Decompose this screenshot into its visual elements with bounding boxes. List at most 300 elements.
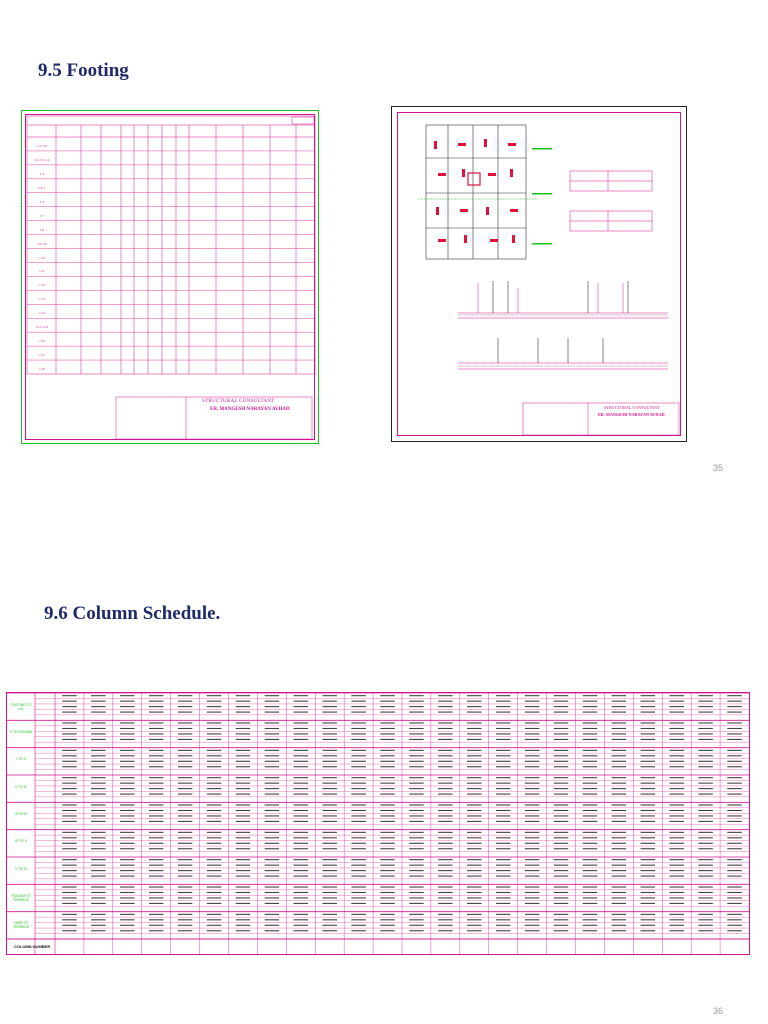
schedule-cell-mark [641, 783, 655, 784]
schedule-cell-mark [91, 859, 105, 860]
schedule-cell-mark [612, 903, 626, 904]
schedule-cell-mark [322, 930, 336, 931]
schedule-cell-mark [236, 794, 250, 795]
schedule-cell-mark [409, 876, 423, 877]
schedule-cell-mark [727, 821, 741, 822]
schedule-cell-mark [120, 886, 134, 887]
schedule-cell-mark [525, 722, 539, 723]
schedule-cell-mark [409, 821, 423, 822]
schedule-cell-mark [438, 761, 452, 762]
schedule-cell-mark [120, 728, 134, 729]
schedule-cell-mark [265, 848, 279, 849]
schedule-cell-mark [294, 755, 308, 756]
schedule-cell-mark [294, 728, 308, 729]
schedule-cell-mark [612, 777, 626, 778]
schedule-cell-mark [698, 728, 712, 729]
schedule-cell-mark [525, 777, 539, 778]
schedule-cell-mark [265, 695, 279, 696]
schedule-cell-mark [207, 821, 221, 822]
schedule-row-group-label: III TO IV [14, 812, 28, 816]
schedule-cell-mark [612, 739, 626, 740]
schedule-cell-mark [149, 876, 163, 877]
schedule-cell-mark [698, 870, 712, 871]
schedule-cell-mark [91, 777, 105, 778]
schedule-cell-mark [265, 794, 279, 795]
schedule-cell-mark [294, 837, 308, 838]
schedule-cell-mark [525, 843, 539, 844]
schedule-cell-mark [149, 843, 163, 844]
schedule-cell-mark [265, 832, 279, 833]
schedule-cell-mark [62, 695, 76, 696]
schedule-cell-mark [525, 788, 539, 789]
schedule-cell-mark [669, 886, 683, 887]
schedule-cell-mark [322, 810, 336, 811]
schedule-cell-mark [380, 794, 394, 795]
schedule-cell-mark [62, 804, 76, 805]
schedule-cell-mark [265, 859, 279, 860]
schedule-cell-mark [669, 706, 683, 707]
schedule-cell-mark [727, 870, 741, 871]
schedule-cell-mark [149, 712, 163, 713]
schedule-cell-mark [409, 914, 423, 915]
schedule-cell-mark [149, 821, 163, 822]
schedule-cell-mark [525, 755, 539, 756]
schedule-cell-mark [294, 925, 308, 926]
schedule-cell-mark [669, 722, 683, 723]
schedule-cell-mark [62, 848, 76, 849]
schedule-cell-mark [178, 761, 192, 762]
schedule-cell-mark [409, 695, 423, 696]
schedule-cell-mark [467, 755, 481, 756]
schedule-cell-mark [496, 859, 510, 860]
schedule-cell-mark [236, 919, 250, 920]
schedule-cell-mark [120, 815, 134, 816]
schedule-cell-mark [178, 876, 192, 877]
schedule-cell-mark [409, 761, 423, 762]
schedule-cell-mark [496, 706, 510, 707]
schedule-cell-mark [641, 897, 655, 898]
schedule-cell-mark [698, 804, 712, 805]
schedule-cell-mark [525, 766, 539, 767]
schedule-cell-mark [669, 821, 683, 822]
schedule-cell-mark [554, 788, 568, 789]
schedule-cell-mark [496, 722, 510, 723]
schedule-cell-mark [698, 832, 712, 833]
schedule-cell-mark [62, 739, 76, 740]
footing-engineer: ER. MANGESH NARAYAN AVHAD [210, 407, 290, 412]
schedule-cell-mark [583, 739, 597, 740]
schedule-cell-mark [669, 777, 683, 778]
schedule-cell-mark [612, 892, 626, 893]
schedule-cell-mark [120, 876, 134, 877]
schedule-cell-mark [669, 892, 683, 893]
schedule-cell-mark [669, 794, 683, 795]
schedule-cell-mark [583, 695, 597, 696]
schedule-cell-mark [294, 794, 308, 795]
schedule-cell-mark [322, 766, 336, 767]
schedule-cell-mark [583, 837, 597, 838]
schedule-cell-mark [438, 832, 452, 833]
schedule-cell-mark [62, 859, 76, 860]
footing-row-label: C7 [40, 213, 44, 218]
schedule-cell-mark [149, 755, 163, 756]
schedule-cell-mark [149, 848, 163, 849]
schedule-cell-mark [669, 728, 683, 729]
schedule-cell-mark [294, 739, 308, 740]
schedule-row-group-label: IV TO V [15, 839, 27, 844]
schedule-cell-mark [149, 706, 163, 707]
schedule-cell-mark [583, 728, 597, 729]
schedule-cell-mark [727, 733, 741, 734]
schedule-cell-mark [380, 903, 394, 904]
schedule-cell-mark [467, 712, 481, 713]
schedule-cell-mark [207, 777, 221, 778]
footing-row-label: C16 [39, 339, 45, 344]
schedule-cell-mark [409, 925, 423, 926]
schedule-cell-mark [322, 892, 336, 893]
footing-row-label: C1, C6 [37, 143, 47, 148]
schedule-cell-mark [554, 706, 568, 707]
schedule-cell-mark [351, 695, 365, 696]
schedule-cell-mark [120, 722, 134, 723]
schedule-cell-mark [380, 739, 394, 740]
schedule-cell-mark [322, 865, 336, 866]
schedule-cell-mark [380, 706, 394, 707]
schedule-cell-mark [149, 701, 163, 702]
schedule-cell-mark [583, 930, 597, 931]
schedule-cell-mark [612, 810, 626, 811]
schedule-cell-mark [380, 848, 394, 849]
footing-row-label: C4 [40, 199, 44, 204]
schedule-cell-mark [727, 897, 741, 898]
schedule-cell-mark [294, 886, 308, 887]
schedule-cell-mark [727, 788, 741, 789]
schedule-cell-mark [496, 761, 510, 762]
schedule-cell-mark [727, 843, 741, 844]
schedule-cell-mark [322, 739, 336, 740]
schedule-cell-mark [380, 886, 394, 887]
schedule-cell-mark [380, 837, 394, 838]
schedule-cell-mark [149, 794, 163, 795]
schedule-cell-mark [409, 859, 423, 860]
schedule-cell-mark [149, 750, 163, 751]
schedule-cell-mark [554, 876, 568, 877]
schedule-cell-mark [207, 783, 221, 784]
schedule-cell-mark [698, 761, 712, 762]
schedule-row-group-label: TERR TO TERRACE [12, 921, 30, 930]
schedule-cell-mark [409, 766, 423, 767]
schedule-cell-mark [380, 722, 394, 723]
schedule-cell-mark [322, 712, 336, 713]
schedule-cell-mark [554, 837, 568, 838]
schedule-cell-mark [612, 859, 626, 860]
schedule-cell-mark [380, 766, 394, 767]
schedule-cell-mark [120, 848, 134, 849]
schedule-cell-mark [612, 848, 626, 849]
schedule-cell-mark [554, 695, 568, 696]
schedule-cell-mark [120, 788, 134, 789]
schedule-cell-mark [641, 865, 655, 866]
schedule-cell-mark [669, 755, 683, 756]
schedule-cell-mark [120, 832, 134, 833]
schedule-cell-mark [178, 837, 192, 838]
schedule-cell-mark [351, 865, 365, 866]
schedule-cell-mark [236, 712, 250, 713]
schedule-cell-mark [120, 903, 134, 904]
schedule-cell-mark [322, 832, 336, 833]
schedule-cell-mark [236, 777, 250, 778]
schedule-cell-mark [236, 750, 250, 751]
column-number-label: COLUMN NUMBER [14, 944, 51, 949]
schedule-cell-mark [409, 930, 423, 931]
schedule-cell-mark [322, 695, 336, 696]
schedule-cell-mark [294, 706, 308, 707]
schedule-cell-mark [467, 870, 481, 871]
schedule-cell-mark [525, 728, 539, 729]
schedule-cell-mark [669, 739, 683, 740]
schedule-cell-mark [438, 865, 452, 866]
schedule-cell-mark [554, 925, 568, 926]
schedule-cell-mark [351, 843, 365, 844]
schedule-cell-mark [178, 712, 192, 713]
schedule-cell-mark [91, 843, 105, 844]
schedule-cell-mark [612, 821, 626, 822]
schedule-cell-mark [265, 897, 279, 898]
schedule-cell-mark [727, 722, 741, 723]
schedule-cell-mark [409, 843, 423, 844]
schedule-cell-mark [525, 794, 539, 795]
schedule-cell-mark [120, 925, 134, 926]
footing-row-label: C11 [39, 269, 45, 274]
schedule-cell-mark [236, 810, 250, 811]
schedule-cell-mark [496, 870, 510, 871]
schedule-cell-mark [612, 783, 626, 784]
schedule-cell-mark [91, 788, 105, 789]
schedule-cell-mark [149, 722, 163, 723]
schedule-cell-mark [583, 750, 597, 751]
schedule-cell-mark [612, 794, 626, 795]
schedule-cell-mark [236, 925, 250, 926]
schedule-cell-mark [62, 876, 76, 877]
schedule-cell-mark [294, 810, 308, 811]
schedule-cell-mark [409, 728, 423, 729]
schedule-cell-mark [496, 919, 510, 920]
schedule-cell-mark [265, 733, 279, 734]
schedule-cell-mark [294, 859, 308, 860]
schedule-cell-mark [438, 722, 452, 723]
schedule-cell-mark [612, 919, 626, 920]
schedule-cell-mark [62, 832, 76, 833]
schedule-cell-mark [322, 821, 336, 822]
schedule-cell-mark [669, 766, 683, 767]
schedule-cell-mark [727, 859, 741, 860]
schedule-cell-mark [294, 843, 308, 844]
schedule-cell-mark [380, 925, 394, 926]
schedule-cell-mark [236, 739, 250, 740]
schedule-cell-mark [351, 925, 365, 926]
schedule-cell-mark [554, 701, 568, 702]
schedule-cell-mark [207, 919, 221, 920]
schedule-cell-mark [641, 810, 655, 811]
schedule-cell-mark [409, 733, 423, 734]
schedule-cell-mark [409, 706, 423, 707]
schedule-cell-mark [698, 815, 712, 816]
footing-consultant: STRUCTURAL CONSULTANT [202, 399, 275, 404]
schedule-cell-mark [236, 886, 250, 887]
schedule-cell-mark [612, 701, 626, 702]
schedule-row-group-label: V TO VI [15, 866, 27, 871]
schedule-cell-mark [727, 832, 741, 833]
schedule-cell-mark [641, 761, 655, 762]
schedule-cell-mark [294, 750, 308, 751]
schedule-cell-mark [351, 821, 365, 822]
schedule-cell-mark [669, 897, 683, 898]
schedule-cell-mark [438, 886, 452, 887]
schedule-cell-mark [294, 722, 308, 723]
schedule-cell-mark [641, 870, 655, 871]
schedule-cell-mark [612, 925, 626, 926]
schedule-cell-mark [669, 848, 683, 849]
schedule-cell-mark [265, 788, 279, 789]
schedule-cell-mark [698, 848, 712, 849]
schedule-cell-mark [467, 903, 481, 904]
schedule-cell-mark [467, 886, 481, 887]
schedule-cell-mark [409, 919, 423, 920]
schedule-cell-mark [525, 837, 539, 838]
schedule-cell-mark [265, 739, 279, 740]
schedule-cell-mark [612, 914, 626, 915]
schedule-cell-mark [438, 712, 452, 713]
schedule-cell-mark [496, 865, 510, 866]
schedule-cell-mark [178, 788, 192, 789]
schedule-cell-mark [62, 761, 76, 762]
schedule-cell-mark [149, 761, 163, 762]
schedule-cell-mark [149, 930, 163, 931]
schedule-cell-mark [149, 815, 163, 816]
schedule-cell-mark [669, 761, 683, 762]
page-number-35: 35 [713, 463, 724, 473]
schedule-cell-mark [380, 876, 394, 877]
schedule-cell-mark [62, 733, 76, 734]
schedule-cell-mark [120, 783, 134, 784]
schedule-cell-mark [496, 832, 510, 833]
schedule-cell-mark [294, 761, 308, 762]
schedule-cell-mark [438, 706, 452, 707]
schedule-cell-mark [525, 865, 539, 866]
schedule-cell-mark [120, 930, 134, 931]
schedule-cell-mark [380, 815, 394, 816]
schedule-cell-mark [322, 728, 336, 729]
schedule-cell-mark [149, 788, 163, 789]
schedule-cell-mark [583, 755, 597, 756]
schedule-cell-mark [612, 712, 626, 713]
schedule-cell-mark [698, 843, 712, 844]
schedule-cell-mark [91, 804, 105, 805]
schedule-cell-mark [525, 859, 539, 860]
schedule-cell-mark [467, 914, 481, 915]
schedule-cell-mark [236, 706, 250, 707]
schedule-cell-mark [698, 701, 712, 702]
schedule-cell-mark [351, 783, 365, 784]
schedule-cell-mark [380, 914, 394, 915]
schedule-cell-mark [380, 930, 394, 931]
page-title-column-schedule: 9.6 Column Schedule. [44, 603, 221, 624]
schedule-cell-mark [496, 837, 510, 838]
schedule-cell-mark [62, 930, 76, 931]
schedule-cell-mark [91, 722, 105, 723]
schedule-cell-mark [322, 919, 336, 920]
schedule-cell-mark [467, 794, 481, 795]
schedule-cell-mark [409, 794, 423, 795]
schedule-cell-mark [467, 722, 481, 723]
schedule-cell-mark [265, 919, 279, 920]
schedule-cell-mark [727, 865, 741, 866]
schedule-cell-mark [120, 695, 134, 696]
schedule-cell-mark [62, 892, 76, 893]
schedule-cell-mark [178, 870, 192, 871]
schedule-cell-mark [698, 794, 712, 795]
schedule-cell-mark [698, 914, 712, 915]
schedule-cell-mark [236, 695, 250, 696]
schedule-cell-mark [669, 919, 683, 920]
schedule-cell-mark [496, 777, 510, 778]
schedule-cell-mark [438, 794, 452, 795]
schedule-cell-mark [554, 870, 568, 871]
footing-row-label: C13 [39, 297, 45, 302]
schedule-cell-mark [351, 859, 365, 860]
schedule-cell-mark [351, 848, 365, 849]
schedule-cell-mark [265, 843, 279, 844]
schedule-cell-mark [467, 897, 481, 898]
schedule-cell-mark [467, 919, 481, 920]
schedule-cell-mark [496, 733, 510, 734]
schedule-cell-mark [294, 815, 308, 816]
schedule-cell-mark [727, 695, 741, 696]
schedule-cell-mark [149, 914, 163, 915]
schedule-cell-mark [727, 876, 741, 877]
schedule-cell-mark [149, 859, 163, 860]
schedule-cell-mark [62, 766, 76, 767]
schedule-cell-mark [236, 722, 250, 723]
schedule-cell-mark [120, 750, 134, 751]
schedule-cell-mark [583, 876, 597, 877]
schedule-cell-mark [525, 695, 539, 696]
schedule-cell-mark [641, 695, 655, 696]
schedule-cell-mark [62, 865, 76, 866]
schedule-cell-mark [322, 886, 336, 887]
schedule-cell-mark [669, 750, 683, 751]
schedule-cell-mark [351, 750, 365, 751]
schedule-cell-mark [698, 892, 712, 893]
schedule-cell-mark [698, 755, 712, 756]
schedule-cell-mark [236, 701, 250, 702]
schedule-cell-mark [351, 766, 365, 767]
schedule-cell-mark [178, 815, 192, 816]
schedule-cell-mark [62, 788, 76, 789]
schedule-cell-mark [120, 733, 134, 734]
schedule-cell-mark [525, 914, 539, 915]
schedule-cell-mark [698, 897, 712, 898]
schedule-cell-mark [380, 865, 394, 866]
schedule-cell-mark [525, 804, 539, 805]
schedule-cell-mark [583, 722, 597, 723]
schedule-cell-mark [236, 914, 250, 915]
schedule-cell-mark [698, 810, 712, 811]
schedule-cell-mark [496, 892, 510, 893]
schedule-cell-mark [380, 777, 394, 778]
schedule-cell-mark [496, 903, 510, 904]
schedule-cell-mark [554, 914, 568, 915]
